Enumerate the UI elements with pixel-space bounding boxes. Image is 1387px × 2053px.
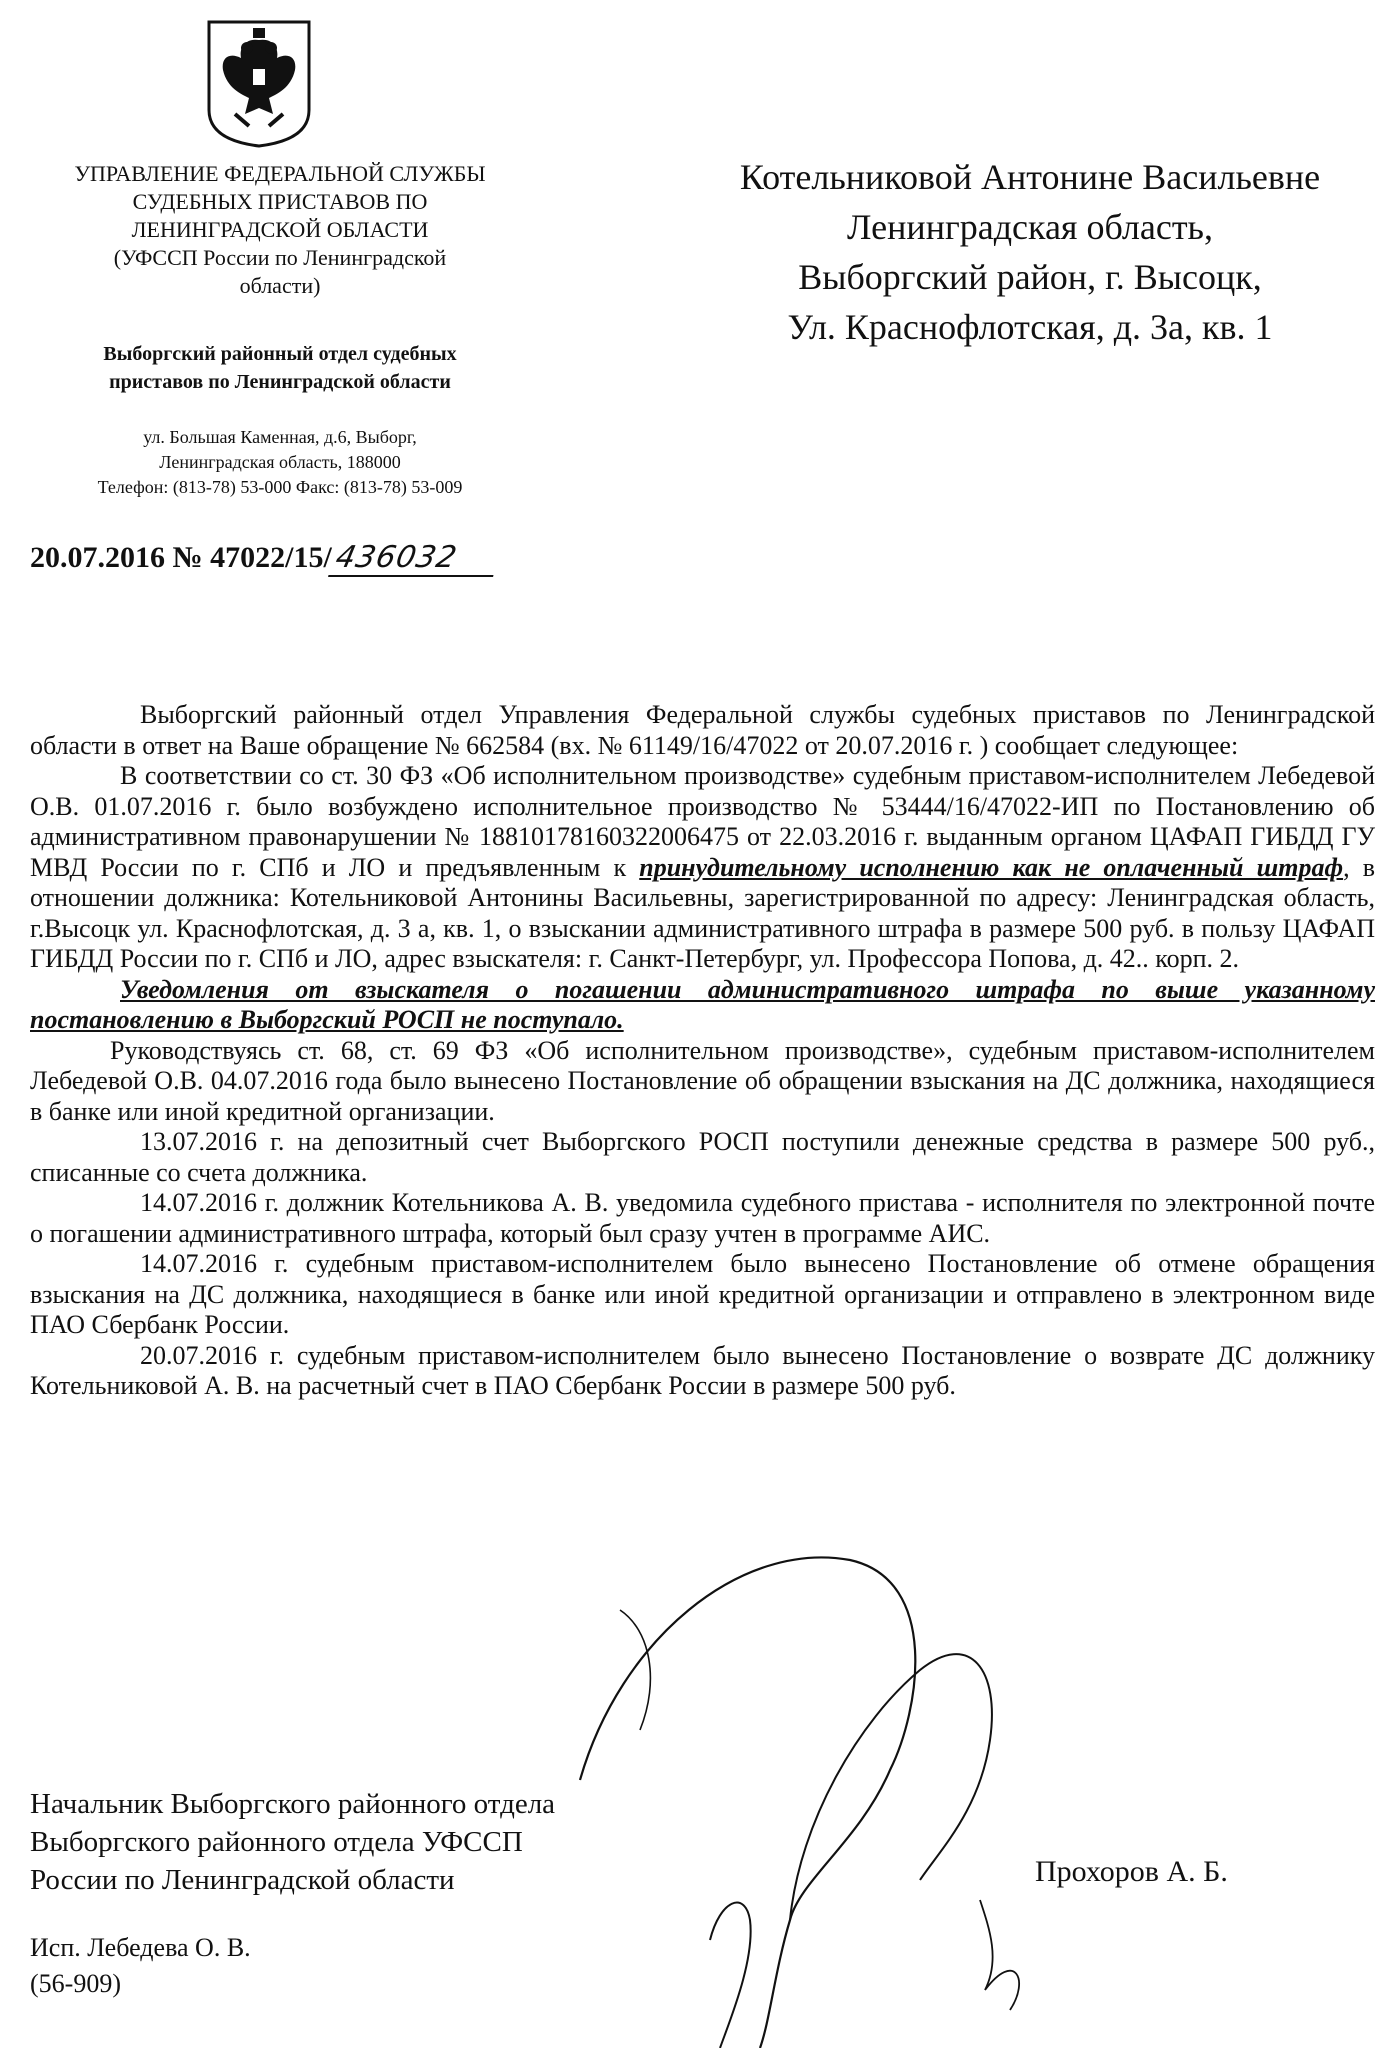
paragraph-intro: Выборгский районный отдел Управления Федеральной службы судебных приставов по Ленинградской области в ответ на Ваше обращение № 662584 (вх. № 61149/16/47022 от 20.07.2016 г. ) сообщает следующее: (30, 700, 1375, 760)
executor-name: Исп. Лебедева О. В. (30, 1933, 251, 1962)
addressee-line: Выборгский район, г. Высоцк, (798, 257, 1262, 297)
coat-of-arms-icon (205, 18, 313, 150)
paragraph-cancellation: 14.07.2016 г. судебным приставом-исполнителем было вынесено Постановление об отмене обращения взыскания на ДС должника, находящиеся в банке или иной кредитной организации и отправлено в электронном виде ПАО Сбербанк России. (30, 1249, 1375, 1339)
registration-number (30, 540, 496, 577)
addressee-line: Ул. Краснофлотская, д. 3а, кв. 1 (787, 307, 1273, 347)
executor-block (30, 1930, 251, 2002)
sender-address (30, 425, 530, 500)
org-line: УПРАВЛЕНИЕ ФЕДЕРАЛЬНОЙ СЛУЖБЫ (74, 161, 486, 186)
addressee-line: Ленинградская область, (847, 207, 1213, 247)
addressee-line: Котельниковой Антонине Васильевне (739, 157, 1321, 197)
paragraph-ruling: Руководствуясь ст. 68, ст. 69 ФЗ «Об исполнительном производстве», судебным приставом-исполнителем Лебедевой О.В. 04.07.2016 года было вынесено Постановление об обращении взыскания на ДС должника, находящиеся в банке или иной кредитной организации. (30, 1035, 1375, 1126)
signatory-title-line: Выборгского районного отдела УФССП (30, 1826, 523, 1858)
notice-paragraph: Уведомления от взыскателя о погашении административного штрафа по выше указанному постановлению в Выборгский РОСП не поступало. (30, 974, 1375, 1034)
address-line: ул. Большая Каменная, д.6, Выборг, (143, 427, 417, 447)
signatory-title-line: Начальник Выборгского районного отдела (30, 1788, 556, 1820)
address-line: Ленинградская область, 188000 (159, 452, 401, 472)
executor-phone: (56-909) (30, 1969, 121, 1998)
signatory-name: Прохоров А. Б. (1035, 1855, 1228, 1888)
paragraph-refund: 20.07.2016 г. судебным приставом-исполнителем было вынесено Постановление о возврате ДС должнику Котельниковой А. В. на расчетный счет в ПАО Сбербанк России в размере 500 руб. (30, 1340, 1375, 1400)
handwritten-signature-icon (560, 1520, 1180, 2048)
org-line: ЛЕНИНГРАДСКОЙ ОБЛАСТИ (131, 217, 429, 242)
emphasis-unpaid-fine: принудительному исполнению как не оплаченный штраф (639, 852, 1344, 882)
reg-handwritten: 436032 (328, 540, 500, 577)
paragraph-text: В соответствии со ст. 30 ФЗ «Об исполнительном производстве» судебным приставом-исполнителем Лебедевой О.В. 01.07.2016 г. было возбуждено исполнительное производство № 53444/16/47022-ИП по Постановлению об административном правонарушении № 18810178160322006475 от 22.03.2016 г. выданным органом ЦАФАП ГИБДД ГУ МВД России по г. СПб и ЛО и предъявленным к (30, 761, 1375, 882)
addressee-block (700, 152, 1360, 352)
paragraph-proceedings (30, 761, 1375, 975)
paragraph-text: , в отношении должника: Котельниковой Антонины Васильевны, зарегистрированной по адресу: Ленинградская область, г.Высоцк ул. Краснофлотская, д. 3 а, кв. 1, о взыскании административного штрафа в размере 500 руб. в пользу ЦАФАП ГИБДД России по г. СПб и ЛО, адрес взыскателя: г. Санкт-Петербург, ул. Профессора Попова, д. 42.. корп. 2. (30, 852, 1375, 973)
department-name (30, 340, 530, 396)
reg-prefix: 20.07.2016 № 47022/15/ (30, 541, 332, 574)
org-line: СУДЕБНЫХ ПРИСТАВОВ ПО (132, 189, 428, 214)
org-line: области) (239, 273, 321, 298)
organization-name (30, 160, 530, 300)
dept-line: приставов по Ленинградской области (109, 371, 451, 393)
org-line: (УФССП России по Ленинградской (113, 245, 447, 270)
address-line: Телефон: (813-78) 53-000 Факс: (813-78) 53-009 (97, 477, 463, 497)
dept-line: Выборгский районный отдел судебных (103, 343, 457, 365)
paragraph-deposit: 13.07.2016 г. на депозитный счет Выборгского РОСП поступили денежные средства в размере 500 руб., списанные со счета должника. (30, 1127, 1375, 1187)
letter-body (30, 700, 1375, 1402)
signatory-title (30, 1785, 555, 1899)
signatory-title-line: России по Ленинградской области (30, 1864, 455, 1896)
paragraph-notification: 14.07.2016 г. должник Котельникова А. В. уведомила судебного пристава - исполнителя по электронной почте о погашении административного штрафа, который был сразу учтен в программе АИС. (30, 1188, 1375, 1248)
